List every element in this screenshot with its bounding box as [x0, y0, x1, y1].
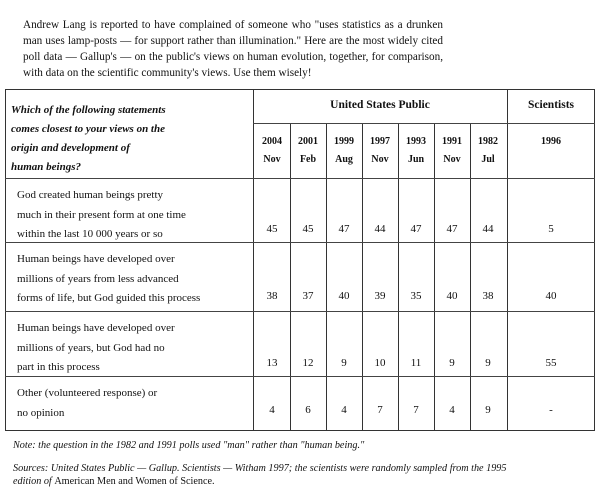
table-cell-public: 6	[305, 404, 311, 416]
table-cell-scientists: 40	[545, 290, 557, 302]
table-cell-public: 38	[482, 290, 494, 302]
table-cell-public: 12	[302, 357, 314, 369]
table-cell-public: 40	[338, 290, 350, 302]
month-label: Jun	[407, 154, 425, 165]
table-cell-public: 47	[410, 223, 422, 235]
month-label: Aug	[335, 154, 353, 165]
intro-paragraph: Andrew Lang is reported to have complained of someone who "uses statistics as a drunken man uses lamp-posts — for support rather than illumination." Here are the most widely cited poll data — Gallup's — on the public's views on human evolution, together, for comparison, with data on the scientific community's views. Use them wisely!	[23, 19, 443, 79]
divider	[470, 123, 471, 431]
table-cell-public: 4	[341, 404, 347, 416]
divider	[5, 178, 595, 179]
table-cell-public: 45	[302, 223, 314, 235]
table-cell-public: 38	[266, 290, 278, 302]
column-header-year	[470, 133, 506, 169]
table-cell-public: 47	[338, 223, 350, 235]
sources-book-title: American Men and Women of Science.	[54, 476, 215, 487]
year-label: 1993	[406, 136, 426, 147]
divider	[290, 123, 291, 431]
table-cell-public: 13	[266, 357, 278, 369]
column-header-year	[290, 133, 326, 169]
row-label-line: Human beings have developed over	[17, 253, 175, 265]
table-cell-public: 44	[374, 223, 386, 235]
table-cell-public: 7	[377, 404, 383, 416]
sources-line-2: edition of	[13, 476, 52, 487]
table-cell-scientists: 55	[545, 357, 557, 369]
month-label: Nov	[371, 154, 389, 165]
table-cell-public: 4	[449, 404, 455, 416]
question-header	[11, 101, 241, 177]
table-cell-public: 35	[410, 290, 422, 302]
year-label: 1991	[442, 136, 462, 147]
divider	[326, 123, 327, 431]
table-cell-public: 10	[374, 357, 386, 369]
row-label-line: much in their present form at one time	[17, 208, 186, 221]
year-label: 2001	[298, 136, 318, 147]
table-cell-public: 40	[446, 290, 458, 302]
row-label-line: millions of years, but God had no	[17, 341, 165, 354]
row-label-line: within the last 10 000 years or so	[17, 228, 163, 240]
table-cell-public: 11	[410, 357, 422, 369]
row-label-line: no opinion	[17, 406, 65, 419]
column-header-year	[326, 133, 362, 169]
table-cell-public: 39	[374, 290, 386, 302]
divider	[253, 123, 595, 124]
question-line: origin and development of	[11, 142, 130, 154]
year-label: 1982	[478, 136, 498, 147]
table-cell-public: 45	[266, 223, 278, 235]
table-cell-public: 9	[449, 357, 455, 369]
row-label-line: part in this process	[17, 361, 100, 373]
year-label: 1997	[370, 136, 390, 147]
row-label	[17, 186, 247, 245]
year-label: 1999	[334, 136, 354, 147]
table-cell-public: 47	[446, 223, 458, 235]
sources	[13, 462, 506, 488]
row-label-line: Other (volunteered response) or	[17, 387, 158, 399]
table-cell-scientists: 5	[548, 223, 554, 235]
sources-line-1: Sources: United States Public — Gallup. Scientists — Witham 1997; the scientists were randomly sampled from the 1995	[13, 463, 507, 474]
question-line: human beings?	[11, 161, 81, 173]
month-label: Nov	[443, 154, 461, 165]
row-label-line: Human beings have developed over	[17, 322, 175, 334]
table-cell-public: 44	[482, 223, 494, 235]
month-label: Jul	[481, 154, 495, 165]
column-header-year	[254, 133, 290, 169]
footnote: Note: the question in the 1982 and 1991 polls used "man" rather than "human being."	[13, 440, 365, 451]
column-header-year	[398, 133, 434, 169]
row-label-line: forms of life, but God guided this process	[17, 292, 201, 304]
divider	[5, 311, 595, 312]
table-cell-public: 9	[341, 357, 347, 369]
row-label	[17, 250, 247, 309]
row-label	[17, 319, 247, 378]
table-cell-public: 9	[485, 357, 491, 369]
column-header-year	[362, 133, 398, 169]
group-header-public: United States Public	[330, 99, 430, 111]
row-label-line: God created human beings pretty	[17, 189, 164, 201]
divider	[362, 123, 363, 431]
question-line: comes closest to your views on the	[11, 123, 165, 135]
table-cell-scientists: -	[549, 404, 553, 416]
row-label	[17, 384, 247, 423]
question-line: Which of the following statements	[11, 104, 166, 116]
divider	[398, 123, 399, 431]
year-label: 2004	[262, 136, 282, 147]
table-cell-public: 4	[269, 404, 275, 416]
table-cell-public: 7	[413, 404, 419, 416]
table-cell-public: 9	[485, 404, 491, 416]
column-header-year	[434, 133, 470, 169]
divider	[434, 123, 435, 431]
month-label: Feb	[299, 154, 317, 165]
column-header-scientists-year: 1996	[541, 136, 561, 147]
month-label: Nov	[263, 154, 281, 165]
group-header-scientists: Scientists	[528, 99, 574, 111]
row-label-line: millions of years from less advanced	[17, 272, 179, 285]
table-cell-public: 37	[302, 290, 314, 302]
